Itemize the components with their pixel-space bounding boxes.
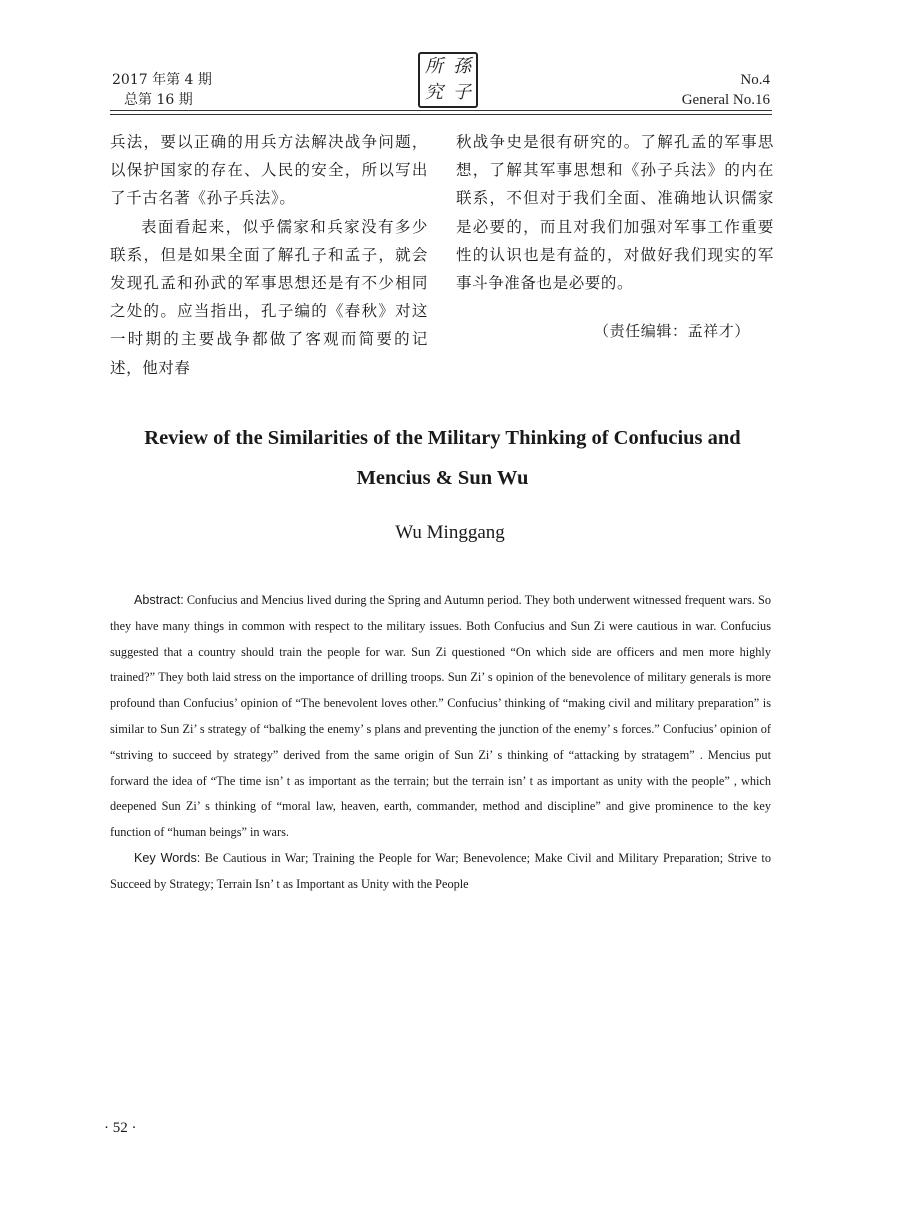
keywords-paragraph bbox=[110, 846, 771, 898]
logo-char-1: 所 bbox=[425, 56, 443, 77]
abstract-label: Abstract: bbox=[134, 593, 184, 607]
right-column bbox=[456, 128, 774, 345]
abstract-paragraph bbox=[110, 588, 771, 846]
keywords-text: Be Cautious in War; Training the People for War; Benevolence; Make Civil and Military Preparation; Strive to Succeed by Strategy; Terrain Isn’ t as Important as Unity with the People bbox=[110, 850, 771, 891]
english-title: Review of the Similarities of the Military Thinking of Confucius and Mencius & Sun Wu bbox=[144, 427, 741, 489]
issue-year-number: 2017 年第 4 期 bbox=[112, 72, 212, 88]
left-paragraph-1: 兵法，要以正确的用兵方法解决战争问题，以保护国家的存在、人民的安全，所以写出了千古名著《孙子兵法》。 bbox=[110, 133, 428, 208]
logo-char-3: 究 bbox=[425, 82, 443, 103]
responsible-editor: （责任编辑：孟祥才） bbox=[593, 322, 750, 341]
author-name: Wu Minggang bbox=[395, 522, 505, 543]
right-paragraph-1: 秋战争史是很有研究的。了解孔孟的军事思想，了解其军事思想和《孙子兵法》的内在联系，不但对于我们全面、准确地认识儒家是必要的，而且对我们加强对军事工作重要性的认识也是有益的，对做好我们现实的军事斗争准备也是必要的。 bbox=[456, 133, 774, 293]
logo-char-2: 孫 bbox=[453, 56, 471, 77]
issue-no: No.4 bbox=[740, 72, 770, 88]
page-number: · 52 · bbox=[104, 1120, 137, 1136]
journal-number-info bbox=[682, 70, 770, 110]
journal-logo bbox=[418, 52, 478, 108]
keywords-label: Key Words: bbox=[134, 850, 201, 865]
general-no: General No.16 bbox=[681, 92, 770, 108]
journal-issue-info bbox=[112, 70, 212, 110]
left-column bbox=[110, 128, 428, 382]
header-rule-bottom bbox=[110, 114, 772, 115]
issue-total-number: 总第 16 期 bbox=[124, 92, 193, 108]
header-rule-top bbox=[110, 110, 772, 111]
abstract-text: Confucius and Mencius lived during the Spring and Autumn period. They both underwent witnessed frequent wars. So they have many things in common with respect to the military issues. Both Confucius and Sun Zi were cautious in war. Confucius suggested that a country should train the people for war. Sun Zi questioned “On which side are officers and men more highly trained?” They both laid stress on the importance of drilling troops. Sun Zi’ s opinion of the benevolence of military generals is more profound than Confucius’ opinion of “The benevolent loves other.” Confucius’ thinking of “making civil and military preparation” is similar to Sun Zi’ s strategy of “balking the enemy’ s plans and preventing the junction of the enemy’ s forces.” Confucius’ opinion of “striving to succeed by strategy” derived from the same origin of Sun Zi’ s thinking of “attacking by stratagem” . Mencius put forward the idea of “The time isn’ t as important as the terrain; but the terrain isn’ t as important as unity with the people” , which deepened Sun Zi’ s thinking of “moral law, heaven, earth, commander, method and discipline” and give prominence to the key function of “human beings” in wars. bbox=[110, 593, 772, 840]
english-abstract bbox=[110, 588, 771, 898]
left-paragraph-2: 表面看起来，似乎儒家和兵家没有多少联系，但是如果全面了解孔子和孟子，就会发现孔孟和孙武的军事思想还是有不少相同之处的。应当指出，孔子编的《春秋》对这一时期的主要战争都做了客观而简要的记述，他对春 bbox=[110, 217, 428, 377]
logo-char-4: 子 bbox=[453, 82, 471, 103]
